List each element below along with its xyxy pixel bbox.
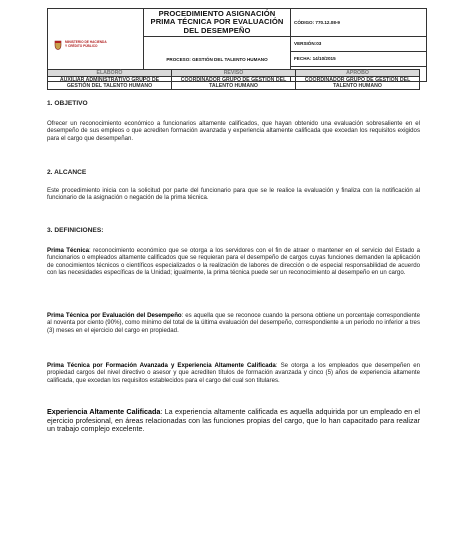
objetivo-paragraph: Ofrecer un reconocimiento económico a funcionarios altamente calificados, que hayan obtenido una evaluación sobresaliente en el desempeño de sus empleos o que acrediten formación avanzada y experiencia altamente calificada que excedan los requisitos exigidos para el cargo que desempeñan.: [47, 120, 420, 142]
definition-term: Experiencia Altamente Calificada: [47, 407, 161, 416]
signature-header-elaboro: ELABORÓ: [48, 70, 172, 77]
process-label: PROCESO: GESTIÓN DEL TALENTO HUMANO: [144, 37, 291, 82]
section-heading-alcance: 2. ALCANCE: [47, 169, 87, 176]
signature-table: [47, 69, 420, 90]
signature-value-elaboro: AUXILIAR ADMINISTRATIVO GRUPO DE GESTIÓN DEL TALENTO HUMANO: [48, 77, 172, 90]
logo-text-line1: MINISTERIO DE HACIENDA: [65, 40, 107, 45]
definition-experiencia-calificada: [47, 408, 420, 434]
section-heading-objetivo: 1. OBJETIVO: [47, 100, 88, 107]
document-title: PROCEDIMIENTO ASIGNACIÓN PRIMA TÉCNICA POR EVALUACIÓN DEL DESEMPEÑO: [150, 9, 284, 35]
definition-term: Prima Técnica por Evaluación del Desempeño: [47, 312, 182, 319]
signature-value-reviso: COORDINADOR GRUPO DE GESTIÓN DEL TALENTO HUMANO: [172, 77, 296, 90]
definition-evaluacion-desempeno: [47, 312, 420, 334]
definition-term: Prima Técnica por Formación Avanzada y Experiencia Altamente Calificada: [47, 362, 276, 369]
coat-of-arms-icon: [54, 40, 62, 50]
signature-value-aprobo: COORDINADOR GRUPO DE GESTIÓN DEL TALENTO HUMANO: [296, 77, 420, 90]
version-label: VERSIÓN:03: [291, 37, 426, 52]
section-heading-definiciones: 3. DEFINICIONES:: [47, 227, 104, 234]
definition-formacion-avanzada: [47, 362, 420, 384]
definition-prima-tecnica: [47, 247, 420, 276]
signature-header-aprobo: APROBÓ: [296, 70, 420, 77]
alcance-paragraph: Este procedimiento inicia con la solicitud por parte del funcionario para que se le realice la evaluación y finaliza con la notificación al funcionario de la asignación o negación de la prima técnica.: [47, 187, 420, 202]
definition-text: : Se otorga a los empleados que desempeñen en propiedad cargos del nivel directivo o asesor y que acrediten títulos de formación avanzada y cinco (5) años de experiencia altamente calificada, que excedan los requisitos establecidos para el cargo del cual son titulares.: [47, 362, 420, 384]
code-cell: CÓDIGO: 770.12.08-9: [291, 9, 427, 37]
date-label: FECHA: 14/10/2015: [291, 52, 426, 67]
definition-text: : La experiencia altamente calificada es aquella adquirida por un empleado en el ejercicio profesional, en áreas relacionadas con las funciones propias del cargo, que lo han capacitado para realizar un trabajo complejo excelente.: [47, 407, 420, 434]
definition-text: : es aquella que se reconoce cuando la persona obtiene un porcentaje correspondiente al noventa por ciento (90%), como mínimo del total de la última evaluación del desempeño, correspondiente a un periodo no inferior a tres (3) meses en el ejercicio del cargo en propiedad.: [47, 312, 420, 334]
definition-text: : reconocimiento económico que se otorga a los servidores con el fin de atraer o mantener en el servicio del Estado a funcionarios o empleados altamente calificados que se requieran para el desempeño de cargos cuyas funciones demanden la aplicación de conocimientos técnicos o científicos especializados o la realización de labores de dirección o de especial responsabilidad de acuerdo con las necesidades específicas de la Unidad; igualmente, la prima técnica puede ser un reconocimiento al desempeño en un cargo.: [47, 247, 421, 276]
definition-term: Prima Técnica: [47, 247, 90, 254]
title-cell: [144, 9, 291, 37]
signature-header-reviso: REVISÓ: [172, 70, 296, 77]
logo-text-line2: Y CRÉDITO PÚBLICO: [65, 44, 98, 49]
logo: [48, 25, 143, 65]
